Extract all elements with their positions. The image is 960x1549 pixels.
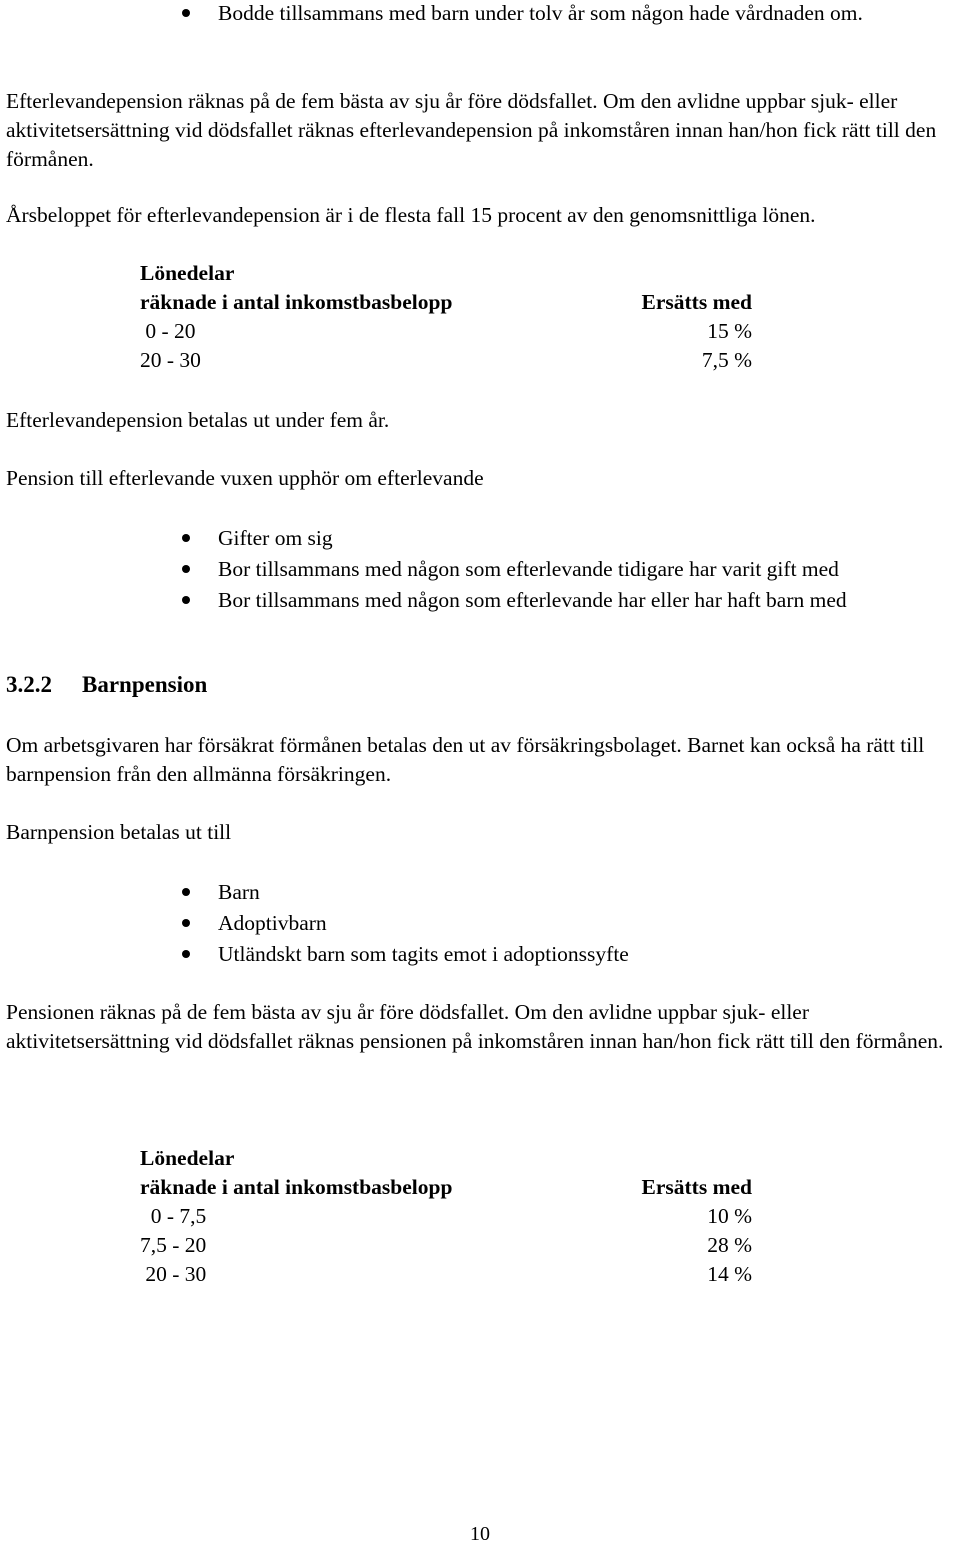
list-item: [6, 0, 956, 28]
list-item: [6, 555, 956, 586]
table-header-col2: Ersätts med: [641, 290, 752, 314]
bullet-icon: [182, 596, 190, 604]
list-item: [6, 909, 956, 940]
rate-table-1: [140, 259, 760, 375]
table-header-line1: Lönedelar: [140, 1146, 235, 1170]
table-row: [140, 1260, 760, 1289]
bullet-icon: [182, 534, 190, 542]
table-cell-range: 20 - 30: [140, 1262, 207, 1286]
list-item: [6, 586, 956, 617]
paragraph-annual-amount: Årsbeloppet för efterlevandepension är i de flesta fall 15 procent av den genomsnittliga lönen.: [6, 203, 816, 227]
table-cell-rate: 7,5 %: [701, 348, 752, 372]
table-cell-range: 7,5 - 20: [140, 1233, 207, 1257]
list-item-text: Barn: [218, 880, 260, 904]
termination-bullet-list: [6, 524, 956, 617]
list-item-text: Bor tillsammans med någon som efterlevande tidigare har varit gift med: [218, 557, 839, 581]
table-cell-range: 0 - 7,5: [140, 1204, 207, 1228]
list-item-text: Bor tillsammans med någon som efterlevande har eller har haft barn med: [218, 588, 847, 612]
child-bullet-list: [6, 878, 956, 971]
paragraph-calculation: Efterlevandepension räknas på de fem bästa av sju år före dödsfallet. Om den avlidne uppbar sjuk- eller aktivitetsersättning vid dödsfallet räknas efterlevandepension på inkomståren innan han/hon fick rätt till den förmånen.: [6, 89, 937, 171]
table-header-col1: räknade i antal inkomstbasbelopp: [140, 1175, 453, 1199]
table-row: [140, 1231, 760, 1260]
paragraph-termination-intro: Pension till efterlevande vuxen upphör om efterlevande: [6, 466, 484, 490]
list-item: [6, 940, 956, 971]
bullet-icon: [182, 565, 190, 573]
bullet-icon: [182, 888, 190, 896]
table-header-col1: räknade i antal inkomstbasbelopp: [140, 290, 453, 314]
paragraph-child-pension-recipients: Barnpension betalas ut till: [6, 820, 232, 844]
bullet-icon: [182, 919, 190, 927]
list-item-text: Utländskt barn som tagits emot i adoptionssyfte: [218, 942, 629, 966]
list-item: [6, 878, 956, 909]
table-cell-range: 20 - 30: [140, 348, 201, 372]
table-header-line1: Lönedelar: [140, 261, 235, 285]
table-cell-rate: 14 %: [707, 1262, 752, 1286]
table-row: [140, 317, 760, 346]
list-item-text: Adoptivbarn: [218, 911, 327, 935]
list-item: [6, 524, 956, 555]
section-number: 3.2.2: [6, 672, 52, 697]
section-heading: [6, 670, 956, 699]
table-header-col2: Ersätts med: [641, 1175, 752, 1199]
section-title: Barnpension: [82, 672, 208, 697]
table-row: [140, 346, 760, 375]
list-item-text: Gifter om sig: [218, 526, 333, 550]
table-cell-rate: 10 %: [707, 1204, 752, 1228]
paragraph-child-pension-calculation: Pensionen räknas på de fem bästa av sju år före dödsfallet. Om den avlidne uppbar sjuk- eller aktivitetsersättning vid dödsfallet räknas pensionen på inkomståren innan han/hon fick rätt till den förmånen.: [6, 1000, 944, 1053]
bullet-icon: [182, 950, 190, 958]
rate-table-2: [140, 1144, 760, 1289]
table-cell-range: 0 - 20: [140, 319, 196, 343]
paragraph-child-pension-intro: Om arbetsgivaren har försäkrat förmånen betalas den ut av försäkringsbolaget. Barnet kan också ha rätt till barnpension från den allmänna försäkringen.: [6, 733, 925, 786]
paragraph-duration: Efterlevandepension betalas ut under fem år.: [6, 408, 390, 432]
top-bullet-list: [6, 0, 956, 28]
list-item-text: Bodde tillsammans med barn under tolv år som någon hade vårdnaden om.: [218, 1, 863, 25]
table-cell-rate: 15 %: [707, 319, 752, 343]
table-row: [140, 1202, 760, 1231]
table-cell-rate: 28 %: [707, 1233, 752, 1257]
page-number: 10: [470, 1523, 490, 1545]
bullet-icon: [182, 9, 190, 17]
